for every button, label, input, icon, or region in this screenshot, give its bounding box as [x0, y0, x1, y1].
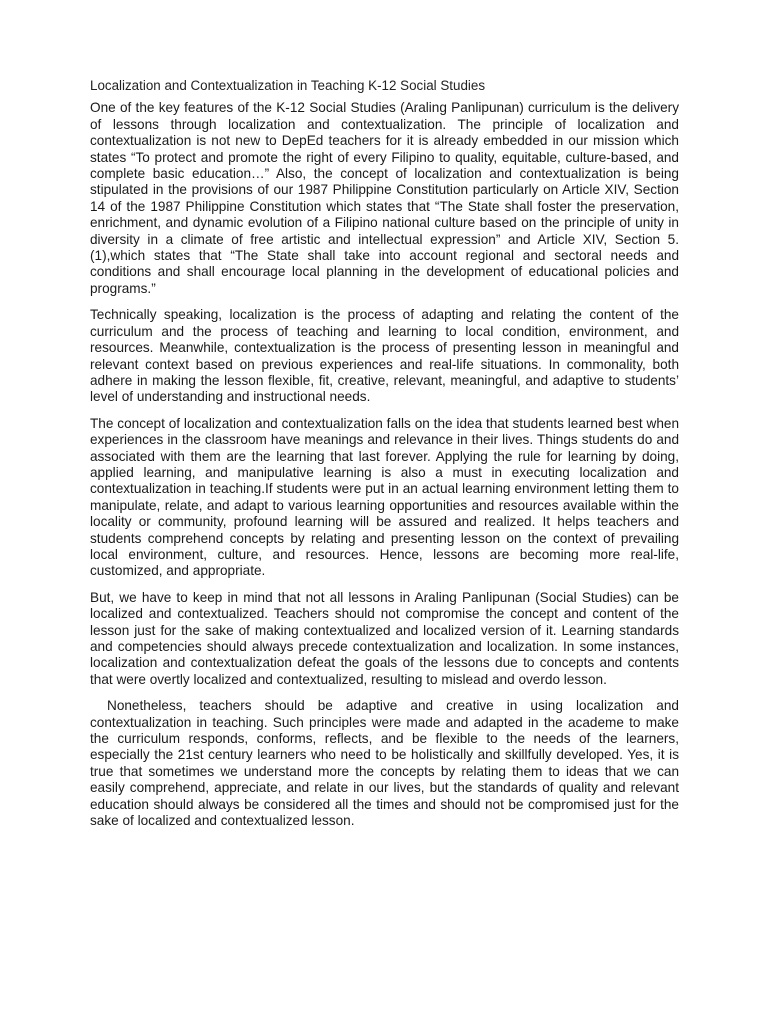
paragraph-conclusion: Nonetheless, teachers should be adaptive and creative in using localization and contextualization in teaching. Such principles were made and adapted in the academe to make the curriculum responds, conforms, reflects, and be flexible to the needs of the learners, especially the 21st century learners who need to be holistically and skillfully developed. Yes, it is true that sometimes we understand more the concepts by relating them to ideas that we can easily comprehend, appreciate, and relate in our lives, but the standards of quality and relevant education should always be considered all the times and should not be compromised just for the sake of localized and contextualized lesson.	[90, 698, 679, 829]
document-title: Localization and Contextualization in Teaching K-12 Social Studies	[90, 78, 486, 93]
paragraph-definitions: Technically speaking, localization is the process of adapting and relating the content of the curriculum and the process of teaching and learning to local condition, environment, and resources. Meanwhile, contextualization is the process of presenting lesson in meaningful and relevant context based on previous experiences and real-life situations. In commonality, both adhere in making the lesson flexible, fit, creative, relevant, meaningful, and adaptive to students’ level of understanding and instructional needs.	[90, 307, 679, 405]
paragraph-caution: But, we have to keep in mind that not all lessons in Araling Panlipunan (Social Studies) can be localized and contextualized. Teachers should not compromise the concept and content of the lesson just for the sake of making contextualized and localized version of it. Learning standards and competencies should always precede contextualization and localization. In some instances, localization and contextualization defeat the goals of the lessons due to concepts and contents that were overtly localized and contextualized, resulting to mislead and overdo lesson.	[90, 589, 679, 687]
paragraph-concept: The concept of localization and contextualization falls on the idea that students learned best when experiences in the classroom have meanings and relevance in their lives. Things students do and associated with them are the learning that last forever. Applying the rule for learning by doing, applied learning, and manipulative learning is also a must in executing localization and contextualization in teaching.If students were put in an actual learning environment letting them to manipulate, relate, and adapt to various learning opportunities and resources available within the locality or community, profound learning will be assured and realized. It helps teachers and students comprehend concepts by relating and presenting lesson on the context of prevailing local environment, culture, and resources. Hence, lessons are becoming more real-life, customized, and appropriate.	[90, 415, 679, 579]
document-page	[90, 78, 679, 839]
paragraph-intro: One of the key features of the K-12 Social Studies (Araling Panlipunan) curriculum is the delivery of lessons through localization and contextualization. The principle of localization and contextualization is not new to DepEd teachers for it is already embedded in our mission which states “To protect and promote the right of every Filipino to quality, equitable, culture-based, and complete basic education…” Also, the concept of localization and contextualization is being stipulated in the provisions of our 1987 Philippine Constitution particularly on Article XIV, Section 14 of the 1987 Philippine Constitution which states that “The State shall foster the preservation, enrichment, and dynamic evolution of a Filipino national culture based on the principle of unity in diversity in a climate of free artistic and intellectual expression” and Article XIV, Section 5. (1),which states that “The State shall take into account regional and sectoral needs and conditions and shall encourage local planning in the development of educational policies and programs.”	[90, 100, 679, 296]
